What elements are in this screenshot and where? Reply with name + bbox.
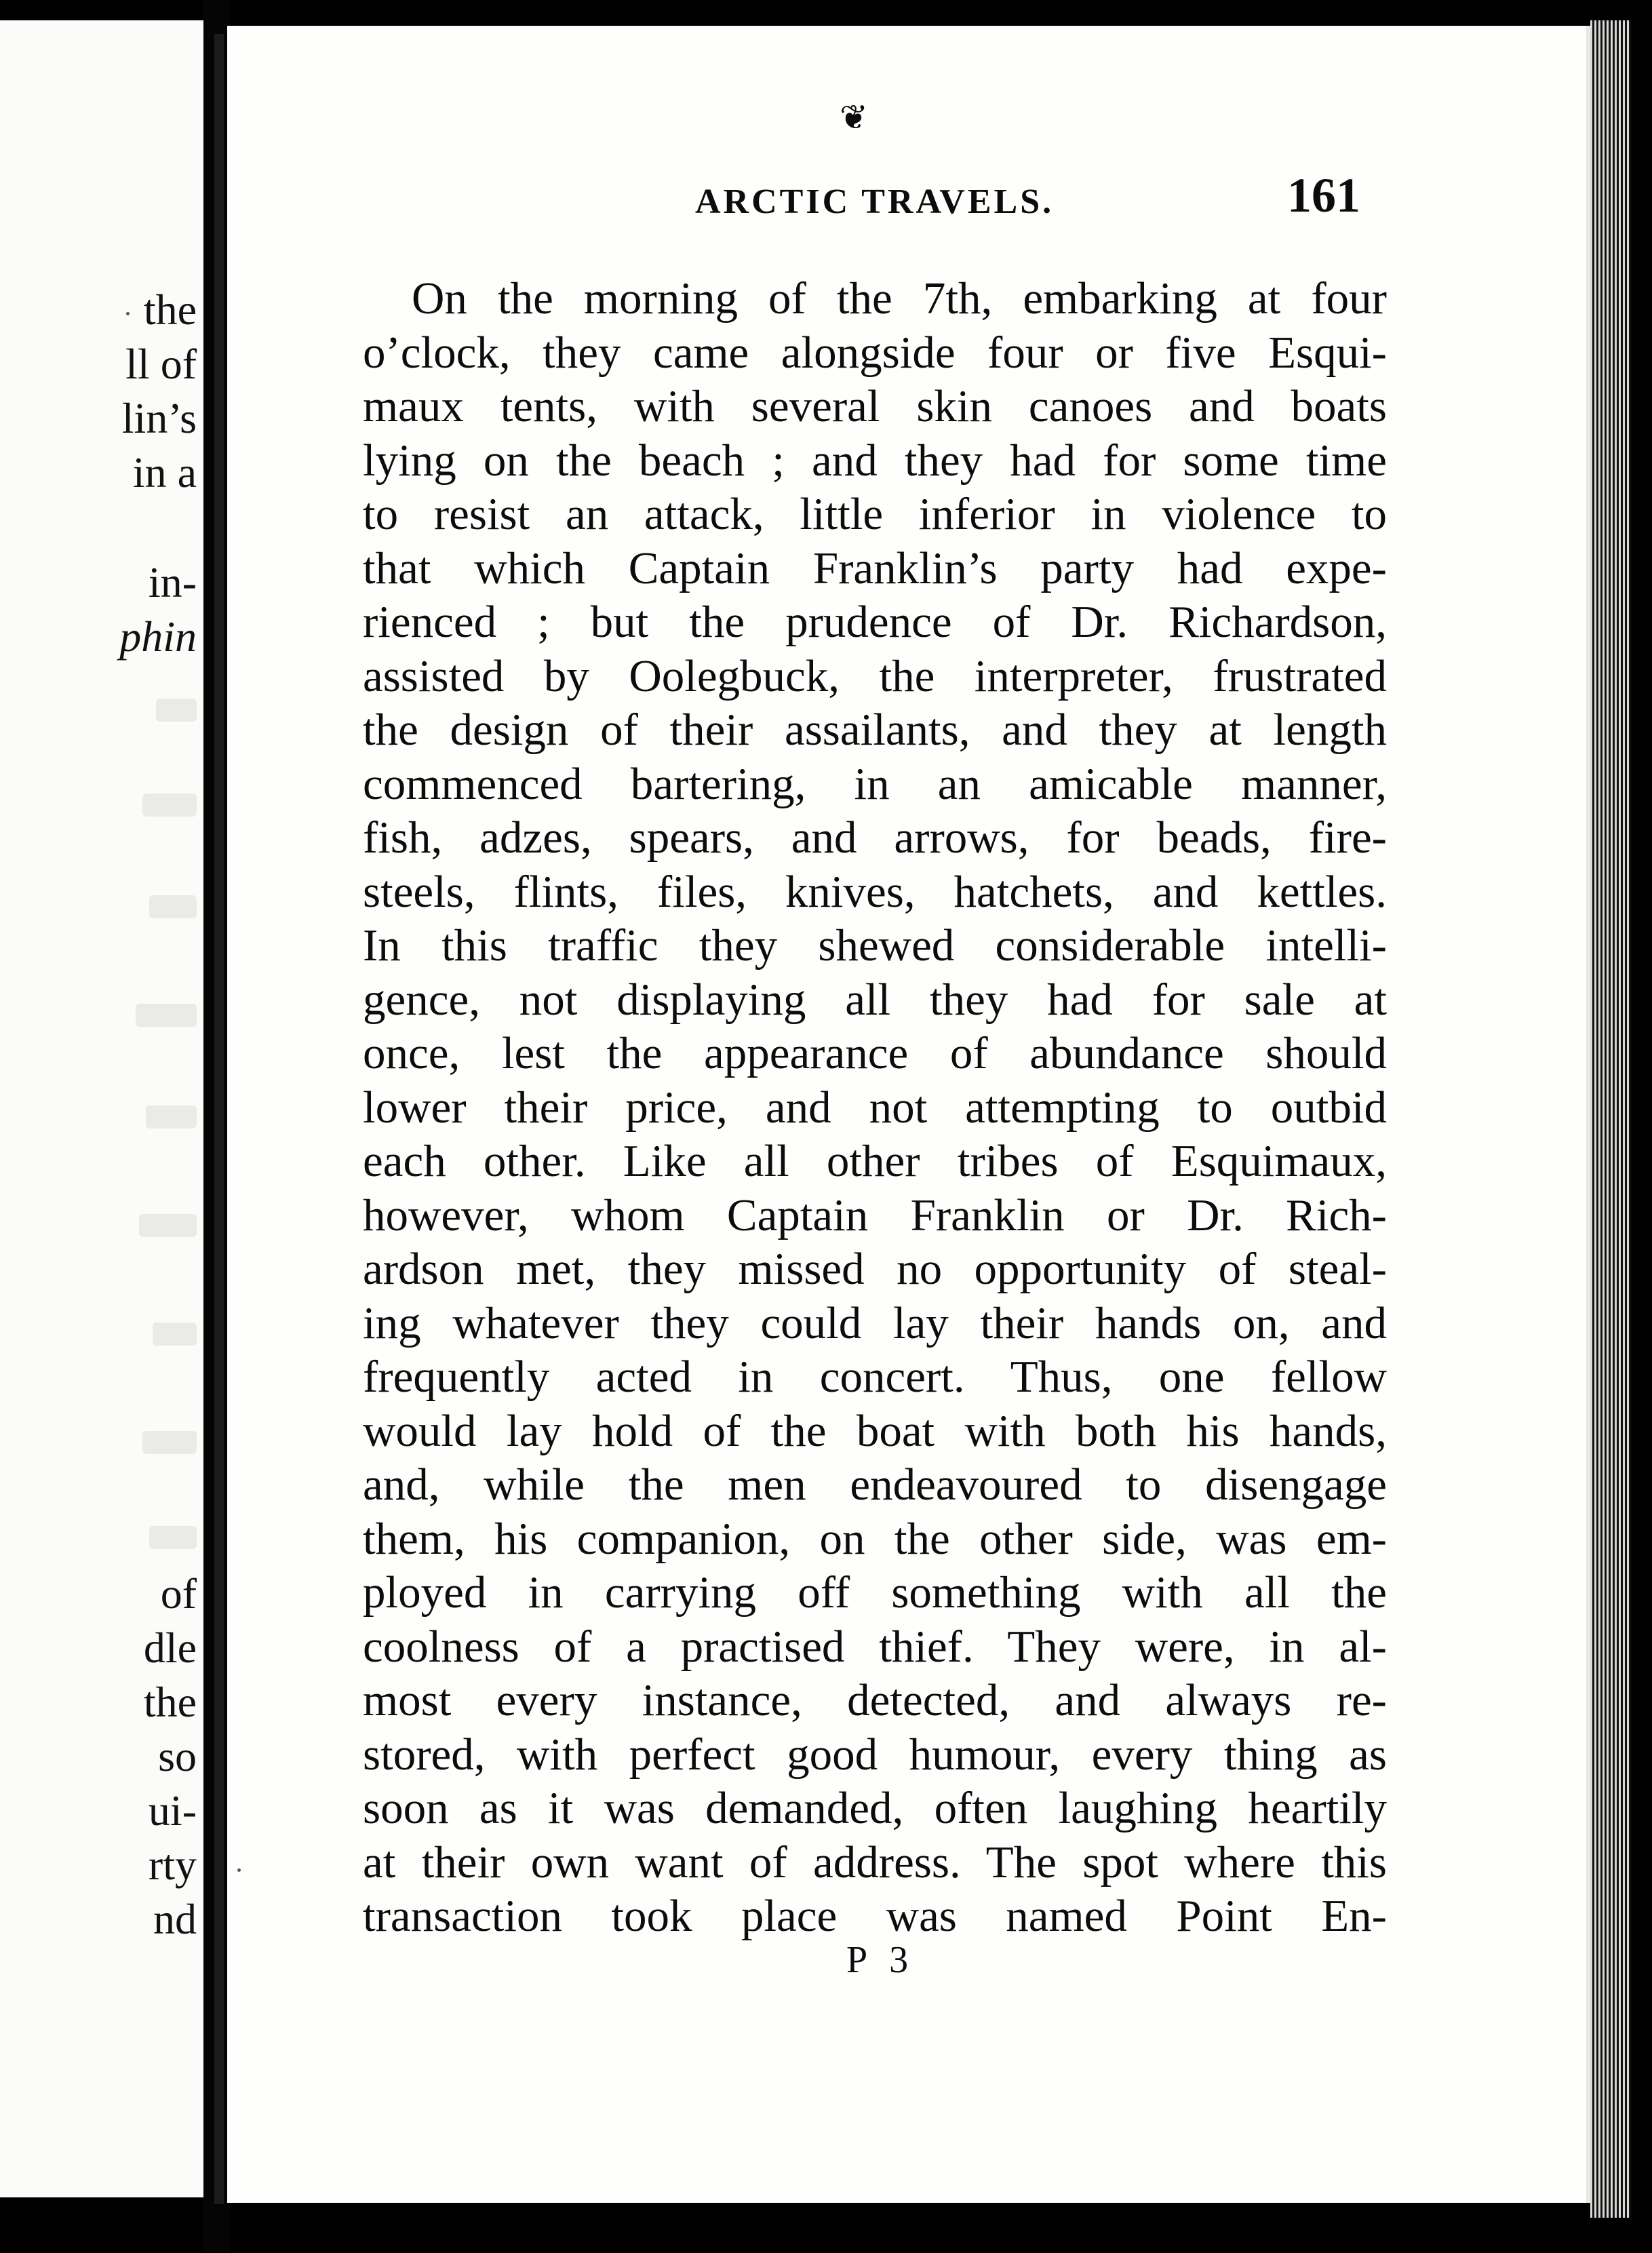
body-line: stored, with perfect good humour, every thing as <box>363 1729 1387 1780</box>
left-line: rty <box>148 1841 197 1889</box>
binding-shadow <box>214 34 224 2204</box>
left-line: of <box>160 1569 197 1618</box>
ornament-icon: ❦ <box>840 98 868 136</box>
body-line: gence, not displaying all they had for sale at <box>363 975 1387 1025</box>
speck <box>126 312 130 315</box>
body-line: frequently acted in concert. Thus, one fellow <box>363 1352 1387 1402</box>
body-line: commenced bartering, in an amicable manner, <box>363 759 1387 809</box>
show-through-mark <box>136 1004 197 1027</box>
left-line: the <box>143 286 197 334</box>
scan-border <box>1631 0 1652 2253</box>
body-line: steels, flints, files, knives, hatchets, and kettles. <box>363 867 1387 917</box>
body-line: however, whom Captain Franklin or Dr. Rich- <box>363 1190 1387 1240</box>
show-through-mark <box>149 895 197 918</box>
body-line: the design of their assailants, and they at length <box>363 705 1387 755</box>
body-line: soon as it was demanded, often laughing heartily <box>363 1783 1387 1833</box>
body-line: most every instance, detected, and always re- <box>363 1675 1387 1725</box>
left-facing-page <box>0 20 203 2197</box>
body-line: ing whatever they could lay their hands on, and <box>363 1298 1387 1348</box>
body-line: each other. Like all other tribes of Esquimaux, <box>363 1136 1387 1186</box>
signature-mark: P 3 <box>846 1939 916 1981</box>
left-line: lin’s <box>121 394 197 442</box>
left-line: in a <box>132 448 197 496</box>
body-line: to resist an attack, little inferior in violence to <box>363 489 1387 539</box>
body-line: them, his companion, on the other side, was em- <box>363 1514 1387 1564</box>
left-line: dle <box>143 1624 197 1672</box>
body-line: assisted by Oolegbuck, the interpreter, frustrated <box>363 651 1387 701</box>
body-line: ployed in carrying off something with all the <box>363 1567 1387 1618</box>
body-line: transaction took place was named Point En- <box>363 1891 1387 1941</box>
page-edge-stack <box>1590 20 1631 2218</box>
body-line: once, lest the appearance of abundance should <box>363 1028 1387 1078</box>
left-line: ui- <box>148 1786 197 1835</box>
left-line: ll of <box>125 340 197 388</box>
show-through-mark <box>139 1214 197 1237</box>
body-line: fish, adzes, spears, and arrows, for beads, fire- <box>363 812 1387 863</box>
left-line: nd <box>153 1895 197 1943</box>
body-line: lower their price, and not attempting to outbid <box>363 1082 1387 1133</box>
body-line: In this traffic they shewed considerable intelli- <box>363 920 1387 971</box>
page-number: 161 <box>1287 168 1360 222</box>
left-line: the <box>143 1678 197 1726</box>
body-line: and, while the men endeavoured to disengage <box>363 1459 1387 1510</box>
body-line: On the morning of the 7th, embarking at four <box>412 273 1387 324</box>
left-line: in- <box>148 558 197 606</box>
body-line: that which Captain Franklin’s party had expe- <box>363 543 1387 593</box>
running-head: ARCTIC TRAVELS. <box>695 182 1055 221</box>
speck <box>237 1868 241 1872</box>
body-line: ardson met, they missed no opportunity of steal- <box>363 1244 1387 1294</box>
left-line: phin <box>119 612 197 661</box>
body-line: would lay hold of the boat with both his hands, <box>363 1406 1387 1456</box>
show-through-mark <box>156 699 197 722</box>
body-line: coolness of a practised thief. They were, in al- <box>363 1622 1387 1672</box>
show-through-mark <box>142 1431 197 1454</box>
body-line: maux tents, with several skin canoes and boats <box>363 381 1387 431</box>
body-line: lying on the beach ; and they had for some time <box>363 435 1387 486</box>
body-line: o’clock, they came alongside four or five Esqui- <box>363 328 1387 378</box>
show-through-mark <box>146 1105 197 1129</box>
body-line: rienced ; but the prudence of Dr. Richardson, <box>363 597 1387 647</box>
body-line: at their own want of address. The spot where this <box>363 1837 1387 1887</box>
show-through-mark <box>153 1323 197 1346</box>
left-line: so <box>158 1732 197 1780</box>
show-through-mark <box>149 1526 197 1549</box>
show-through-mark <box>142 794 197 817</box>
